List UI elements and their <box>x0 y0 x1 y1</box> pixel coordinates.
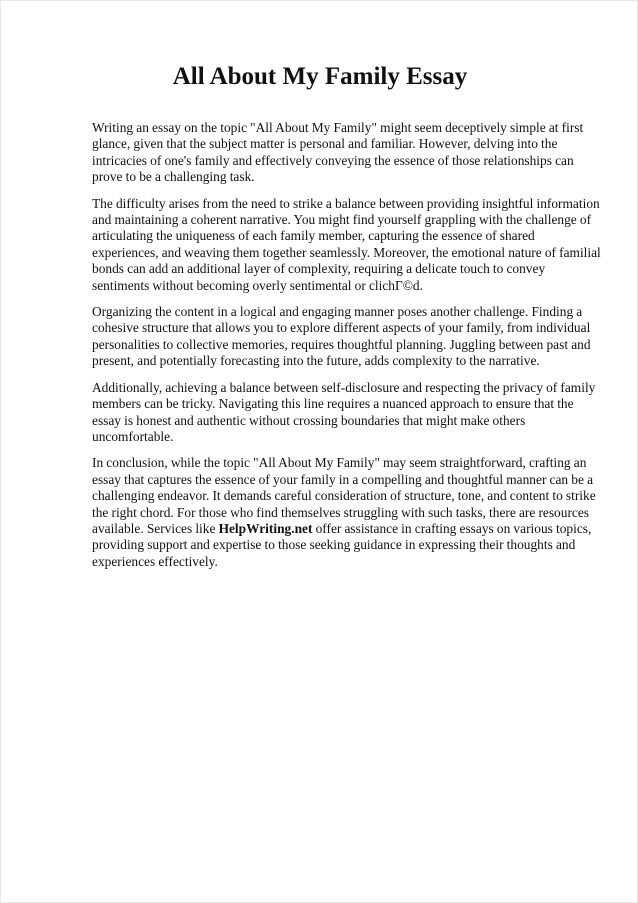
essay-body <box>92 120 602 580</box>
conclusion-text-after: offer assistance in crafting essays on various topics, providing support and expertise to those seeking guidance in expressing their thoughts and experiences effectively. <box>92 520 592 569</box>
page-title: All About My Family Essay <box>172 63 468 90</box>
brand-name: HelpWriting.net <box>218 520 313 536</box>
paragraph-organizing: Organizing the content in a logical and engaging manner poses another challenge. Finding a cohesive structure that allows you to explore different aspects of your family, from individual personalities to collective memories, requires thoughtful planning. Juggling between past and present, and potentially forecasting into the future, adds complexity to the narrative. <box>92 304 591 369</box>
paragraph-difficulty: The difficulty arises from the need to strike a balance between providing insightful information and maintaining a coherent narrative. You might find yourself grappling with the challenge of articulating the uniqueness of each family member, capturing the essence of shared experiences, and weaving them together seamlessly. Moreover, the emotional nature of familial bonds can add an additional layer of complexity, requiring a delicate touch to convey sentiments without becoming overly sentimental or clichГ©d. <box>92 195 601 293</box>
paragraph-conclusion <box>92 455 602 570</box>
paragraph-intro: Writing an essay on the topic "All About My Family" might seem deceptively simple at first glance, given that the subject matter is personal and familiar. However, delving into the intricacies of one's family and effectively conveying the essence of those relationships can prove to be a challenging task. <box>92 120 584 185</box>
conclusion-text-before: In conclusion, while the topic "All About My Family" may seem straightforward, crafting an essay that captures the essence of your family in a compelling and thoughtful manner can be a challenging endeavor. It demands careful consideration of structure, tone, and content to strike the right chord. For those who find themselves struggling with such tasks, there are resources available. Services like <box>92 455 596 536</box>
paragraph-balance: Additionally, achieving a balance between self-disclosure and respecting the privacy of family members can be tricky. Navigating this line requires a nuanced approach to ensure that the essay is honest and authentic without crossing boundaries that might make others uncomfortable. <box>92 379 596 444</box>
